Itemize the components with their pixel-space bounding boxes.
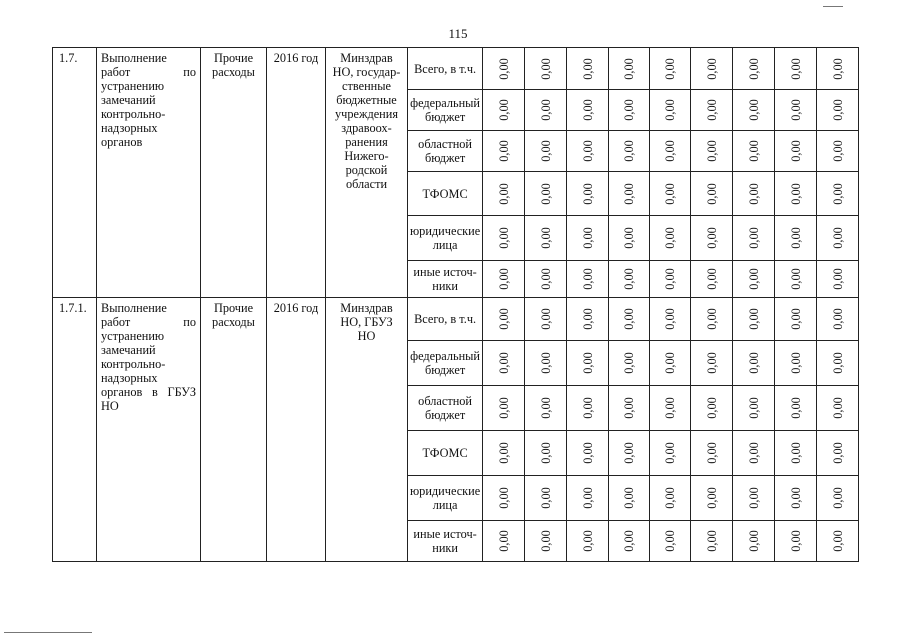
value-text: 0,00 — [622, 352, 637, 374]
value-cell — [483, 48, 525, 90]
value-cell — [817, 476, 859, 521]
value-cell — [650, 172, 691, 216]
item-name-line: устранению — [101, 79, 165, 93]
value-cell — [525, 131, 567, 172]
value-cell — [483, 216, 525, 261]
value-text: 0,00 — [830, 268, 845, 290]
value-cell — [650, 521, 691, 562]
value-cell — [733, 216, 775, 261]
executor-line: ственные — [342, 79, 391, 93]
value-text: 0,00 — [622, 442, 637, 464]
value-cell — [817, 172, 859, 216]
funding-source — [408, 386, 483, 431]
value-text: 0,00 — [788, 140, 803, 162]
value-cell — [733, 172, 775, 216]
funding-source-line: ники — [432, 541, 458, 555]
value-text: 0,00 — [496, 487, 511, 509]
value-text: 0,00 — [788, 397, 803, 419]
funding-source-line: бюджет — [424, 151, 466, 165]
value-cell — [691, 172, 733, 216]
value-text: 0,00 — [830, 57, 845, 80]
funding-table — [52, 47, 859, 562]
value-cell — [817, 431, 859, 476]
funding-source-line: иные источ- — [413, 527, 477, 541]
value-cell — [650, 298, 691, 341]
value-cell — [483, 521, 525, 562]
item-name-line: органов в ГБУЗ — [101, 385, 196, 399]
item-number: 1.7.1. — [53, 298, 97, 562]
value-text: 0,00 — [538, 530, 553, 552]
funding-source-line: бюджет — [424, 408, 466, 422]
item-name-line: работ по — [101, 65, 196, 79]
value-cell — [817, 521, 859, 562]
funding-source-line: федеральный — [410, 96, 481, 110]
value-text: 0,00 — [496, 140, 511, 162]
value-text: 0,00 — [496, 227, 511, 249]
funding-source-line: иные источ- — [413, 265, 477, 279]
value-text: 0,00 — [704, 57, 719, 80]
value-cell — [525, 216, 567, 261]
value-text: 0,00 — [580, 397, 595, 419]
funding-source — [408, 172, 483, 216]
value-cell — [775, 476, 817, 521]
value-cell — [567, 521, 609, 562]
item-name — [97, 48, 201, 298]
value-cell — [525, 90, 567, 131]
value-cell — [650, 216, 691, 261]
value-text: 0,00 — [788, 227, 803, 249]
executor-line: здравоох- — [341, 121, 392, 135]
value-cell — [691, 386, 733, 431]
value-text: 0,00 — [663, 268, 678, 290]
value-cell — [567, 341, 609, 386]
value-cell — [775, 261, 817, 298]
value-text: 0,00 — [622, 57, 637, 80]
executor-line: Минздрав — [340, 301, 393, 315]
executor-line: ранения — [345, 135, 388, 149]
value-text: 0,00 — [830, 308, 845, 330]
value-text: 0,00 — [704, 99, 719, 121]
value-cell — [567, 476, 609, 521]
value-text: 0,00 — [622, 268, 637, 290]
item-number: 1.7. — [53, 48, 97, 298]
value-cell — [733, 341, 775, 386]
value-text: 0,00 — [746, 140, 761, 162]
value-cell — [609, 521, 650, 562]
table-row — [53, 48, 859, 90]
item-name-line: замечаний — [101, 343, 156, 357]
value-cell — [691, 261, 733, 298]
expense-type-line: Прочие — [213, 51, 254, 65]
value-cell — [733, 298, 775, 341]
funding-source-line: областной — [418, 137, 473, 151]
value-text: 0,00 — [663, 352, 678, 374]
value-text: 0,00 — [704, 442, 719, 464]
value-cell — [691, 216, 733, 261]
value-text: 0,00 — [788, 442, 803, 464]
funding-source — [408, 341, 483, 386]
funding-source-line: ТФОМС — [422, 186, 468, 201]
value-text: 0,00 — [663, 182, 678, 205]
value-text: 0,00 — [496, 442, 511, 464]
value-text: 0,00 — [580, 227, 595, 249]
value-text: 0,00 — [704, 227, 719, 249]
value-text: 0,00 — [496, 268, 511, 290]
value-text: 0,00 — [622, 487, 637, 509]
value-text: 0,00 — [704, 308, 719, 330]
value-text: 0,00 — [830, 99, 845, 121]
value-cell — [650, 386, 691, 431]
executor — [326, 48, 408, 298]
item-name-line: надзорных — [101, 371, 158, 385]
value-cell — [609, 261, 650, 298]
value-cell — [733, 476, 775, 521]
value-cell — [483, 261, 525, 298]
value-text: 0,00 — [538, 140, 553, 162]
value-cell — [567, 216, 609, 261]
value-cell — [525, 48, 567, 90]
value-text: 0,00 — [704, 268, 719, 290]
executor-line: Минздрав — [340, 51, 393, 65]
expense-type-line: Прочие — [213, 301, 254, 315]
value-text: 0,00 — [788, 99, 803, 121]
value-text: 0,00 — [580, 57, 595, 80]
value-text: 0,00 — [538, 99, 553, 121]
value-cell — [609, 341, 650, 386]
value-text: 0,00 — [746, 442, 761, 464]
value-cell — [567, 431, 609, 476]
value-cell — [483, 431, 525, 476]
value-text: 0,00 — [538, 442, 553, 464]
item-name-line: устранению — [101, 329, 165, 343]
value-text: 0,00 — [788, 57, 803, 80]
item-name-line: работ по — [101, 315, 196, 329]
value-cell — [775, 131, 817, 172]
value-text: 0,00 — [580, 442, 595, 464]
value-cell — [691, 521, 733, 562]
value-cell — [775, 172, 817, 216]
period: 2016 год — [267, 48, 326, 298]
funding-source-line: ники — [432, 279, 458, 293]
value-cell — [483, 298, 525, 341]
executor-line: НО, государ- — [332, 65, 401, 79]
value-text: 0,00 — [746, 352, 761, 374]
value-text: 0,00 — [746, 268, 761, 290]
item-name-line: замечаний — [101, 93, 156, 107]
value-cell — [483, 172, 525, 216]
page-number: 115 — [448, 26, 468, 41]
funding-source — [408, 48, 483, 90]
item-name — [97, 298, 201, 562]
funding-source — [408, 90, 483, 131]
value-cell — [817, 90, 859, 131]
value-text: 0,00 — [580, 140, 595, 162]
value-text: 0,00 — [663, 397, 678, 419]
value-cell — [775, 216, 817, 261]
value-cell — [567, 298, 609, 341]
value-text: 0,00 — [538, 352, 553, 374]
value-text: 0,00 — [746, 397, 761, 419]
funding-source-line: бюджет — [424, 110, 466, 124]
value-text: 0,00 — [580, 352, 595, 374]
value-text: 0,00 — [538, 57, 553, 80]
value-text: 0,00 — [663, 487, 678, 509]
value-text: 0,00 — [538, 397, 553, 419]
funding-source — [408, 216, 483, 261]
expense-type-line: расходы — [212, 315, 255, 329]
value-cell — [817, 298, 859, 341]
value-text: 0,00 — [580, 182, 595, 205]
value-cell — [775, 48, 817, 90]
executor-line: НО — [357, 329, 376, 343]
expense-type — [201, 298, 267, 562]
value-cell — [609, 386, 650, 431]
value-cell — [733, 131, 775, 172]
value-text: 0,00 — [830, 442, 845, 464]
value-cell — [775, 386, 817, 431]
value-text: 0,00 — [704, 182, 719, 205]
item-name-line: контрольно- — [101, 107, 166, 121]
funding-source-line: юридические — [410, 224, 481, 238]
value-text: 0,00 — [622, 182, 637, 205]
item-name-line: НО — [101, 399, 119, 413]
value-text: 0,00 — [746, 227, 761, 249]
funding-source — [408, 476, 483, 521]
funding-source-line: Всего, в т.ч. — [414, 61, 477, 76]
funding-source-line: лица — [432, 498, 458, 512]
value-text: 0,00 — [746, 530, 761, 552]
value-cell — [650, 90, 691, 131]
value-cell — [817, 261, 859, 298]
item-name-line: контрольно- — [101, 357, 166, 371]
funding-source-line: лица — [432, 238, 458, 252]
value-text: 0,00 — [830, 352, 845, 374]
value-text: 0,00 — [663, 308, 678, 330]
funding-source-line: Всего, в т.ч. — [414, 312, 477, 326]
expense-type — [201, 48, 267, 298]
value-text: 0,00 — [496, 182, 511, 205]
value-text: 0,00 — [830, 227, 845, 249]
value-text: 0,00 — [704, 397, 719, 419]
value-text: 0,00 — [663, 442, 678, 464]
item-name-line: Выполнение — [101, 301, 167, 315]
value-text: 0,00 — [830, 182, 845, 205]
funding-source — [408, 521, 483, 562]
value-text: 0,00 — [496, 397, 511, 419]
value-text: 0,00 — [496, 352, 511, 374]
value-text: 0,00 — [496, 99, 511, 121]
value-text: 0,00 — [704, 530, 719, 552]
value-text: 0,00 — [580, 530, 595, 552]
value-text: 0,00 — [746, 57, 761, 80]
value-cell — [691, 48, 733, 90]
value-cell — [817, 341, 859, 386]
value-cell — [733, 48, 775, 90]
value-cell — [733, 521, 775, 562]
funding-source-line: ТФОМС — [422, 446, 468, 460]
value-cell — [525, 341, 567, 386]
value-cell — [650, 431, 691, 476]
value-cell — [691, 298, 733, 341]
value-cell — [733, 261, 775, 298]
value-cell — [817, 131, 859, 172]
value-cell — [483, 476, 525, 521]
value-cell — [775, 90, 817, 131]
value-cell — [483, 341, 525, 386]
value-text: 0,00 — [746, 99, 761, 121]
value-cell — [733, 386, 775, 431]
value-cell — [650, 261, 691, 298]
scan-edge-mark — [823, 6, 843, 7]
funding-source-line: областной — [418, 394, 473, 408]
executor — [326, 298, 408, 562]
value-cell — [483, 386, 525, 431]
scan-edge-mark — [4, 632, 92, 633]
funding-source — [408, 431, 483, 476]
item-name-line: Выполнение — [101, 51, 167, 65]
value-cell — [691, 90, 733, 131]
funding-source-line: бюджет — [424, 363, 466, 377]
value-cell — [733, 90, 775, 131]
value-cell — [609, 216, 650, 261]
funding-source — [408, 298, 483, 341]
value-text: 0,00 — [622, 99, 637, 121]
value-cell — [567, 48, 609, 90]
value-text: 0,00 — [746, 487, 761, 509]
value-cell — [817, 386, 859, 431]
value-cell — [609, 48, 650, 90]
value-text: 0,00 — [830, 140, 845, 162]
value-cell — [525, 386, 567, 431]
funding-source-line: юридические — [410, 484, 481, 498]
value-cell — [691, 131, 733, 172]
value-cell — [650, 476, 691, 521]
value-cell — [609, 431, 650, 476]
value-text: 0,00 — [538, 182, 553, 205]
value-cell — [525, 261, 567, 298]
value-text: 0,00 — [746, 182, 761, 205]
executor-line: Нижего- — [344, 149, 389, 163]
value-text: 0,00 — [538, 268, 553, 290]
value-cell — [525, 298, 567, 341]
value-cell — [567, 261, 609, 298]
value-cell — [691, 341, 733, 386]
value-cell — [525, 431, 567, 476]
value-text: 0,00 — [788, 530, 803, 552]
value-text: 0,00 — [746, 308, 761, 330]
value-text: 0,00 — [622, 140, 637, 162]
value-cell — [775, 341, 817, 386]
value-cell — [817, 48, 859, 90]
value-text: 0,00 — [622, 530, 637, 552]
value-text: 0,00 — [663, 99, 678, 121]
value-cell — [609, 476, 650, 521]
executor-line: бюджетные — [336, 93, 397, 107]
value-cell — [817, 216, 859, 261]
value-text: 0,00 — [580, 268, 595, 290]
funding-source-line: федеральный — [410, 349, 481, 363]
value-cell — [483, 131, 525, 172]
executor-line: области — [345, 177, 388, 191]
executor-line: НО, ГБУЗ — [340, 315, 393, 329]
value-text: 0,00 — [622, 397, 637, 419]
value-cell — [650, 131, 691, 172]
item-name-line: органов — [101, 135, 143, 149]
value-text: 0,00 — [704, 487, 719, 509]
executor-line: учреждения — [335, 107, 398, 121]
value-cell — [775, 521, 817, 562]
value-text: 0,00 — [538, 227, 553, 249]
value-text: 0,00 — [496, 57, 511, 80]
value-text: 0,00 — [830, 530, 845, 552]
value-text: 0,00 — [663, 57, 678, 80]
value-text: 0,00 — [663, 140, 678, 162]
value-cell — [525, 476, 567, 521]
value-text: 0,00 — [788, 182, 803, 205]
value-text: 0,00 — [830, 397, 845, 419]
value-text: 0,00 — [538, 487, 553, 509]
value-text: 0,00 — [580, 308, 595, 330]
value-text: 0,00 — [788, 268, 803, 290]
value-cell — [525, 172, 567, 216]
value-cell — [609, 172, 650, 216]
value-cell — [650, 48, 691, 90]
value-cell — [567, 172, 609, 216]
value-text: 0,00 — [830, 487, 845, 509]
value-text: 0,00 — [788, 308, 803, 330]
value-text: 0,00 — [704, 352, 719, 374]
value-text: 0,00 — [580, 487, 595, 509]
value-text: 0,00 — [622, 227, 637, 249]
value-cell — [650, 341, 691, 386]
value-cell — [733, 431, 775, 476]
value-cell — [609, 298, 650, 341]
value-text: 0,00 — [496, 308, 511, 330]
value-text: 0,00 — [704, 140, 719, 162]
value-cell — [609, 90, 650, 131]
value-text: 0,00 — [788, 487, 803, 509]
value-cell — [483, 90, 525, 131]
period: 2016 год — [267, 298, 326, 562]
value-cell — [567, 90, 609, 131]
funding-source — [408, 261, 483, 298]
value-cell — [567, 386, 609, 431]
value-text: 0,00 — [622, 308, 637, 330]
value-cell — [691, 476, 733, 521]
value-cell — [775, 298, 817, 341]
value-cell — [609, 131, 650, 172]
value-text: 0,00 — [580, 99, 595, 121]
value-cell — [567, 131, 609, 172]
item-name-line: надзорных — [101, 121, 158, 135]
value-text: 0,00 — [496, 530, 511, 552]
value-text: 0,00 — [788, 352, 803, 374]
table-row — [53, 298, 859, 341]
value-cell — [775, 431, 817, 476]
value-cell — [691, 431, 733, 476]
value-text: 0,00 — [538, 308, 553, 330]
value-text: 0,00 — [663, 227, 678, 249]
value-cell — [525, 521, 567, 562]
executor-line: родской — [345, 163, 388, 177]
funding-source — [408, 131, 483, 172]
value-text: 0,00 — [663, 530, 678, 552]
expense-type-line: расходы — [212, 65, 255, 79]
